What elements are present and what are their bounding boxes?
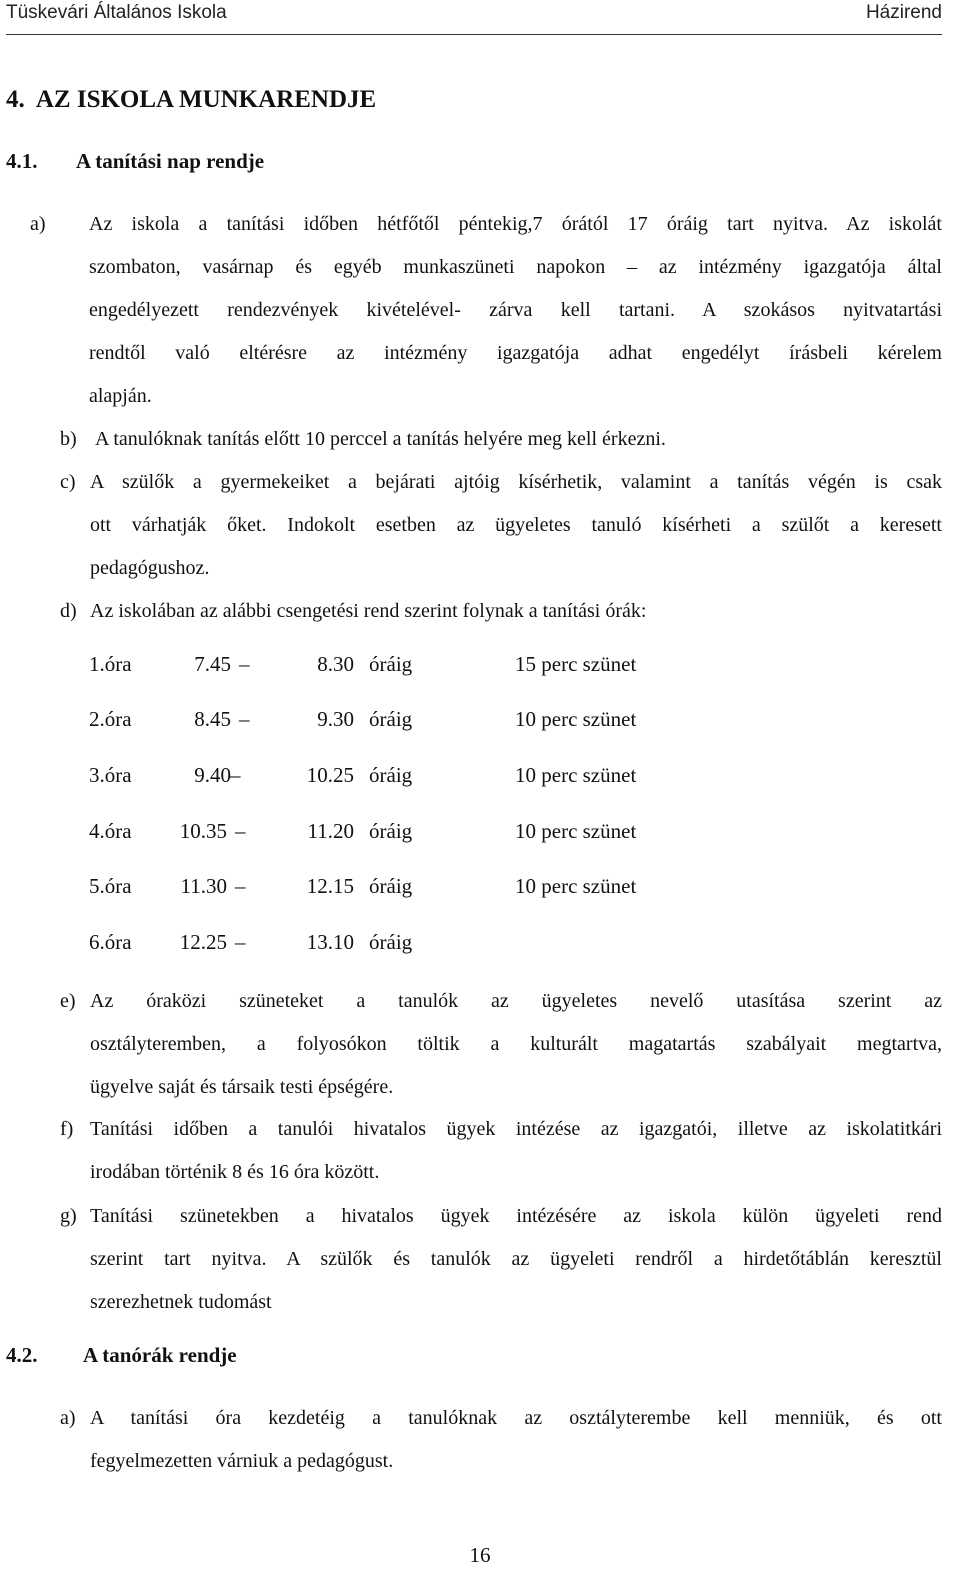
item-label: a) [60,1407,76,1429]
lesson-end: 11.20 [307,819,354,843]
paragraph-line: szerezhetnek tudomást [90,1291,272,1313]
paragraph-line: ügyelve saját és társaik testi épségére. [90,1076,394,1098]
lesson-start: 10.35 [179,819,227,843]
break-length: 10 perc szünet [515,874,637,898]
paragraph-line: A tanítási óra kezdetéig a tanulóknak az osztályterembe kell menniük, és ott [90,1407,942,1429]
paragraph-e [60,980,942,1109]
lesson-end: 13.10 [306,930,354,954]
lesson-unit: óráig [369,763,413,787]
lesson-unit: óráig [369,930,413,954]
subsection-title: A tanítási nap rendje [76,149,265,173]
paragraph-b [60,418,942,461]
section-heading [6,86,376,114]
paragraph-line: Az óraközi szüneteket a tanulók az ügyeletes nevelő utasítása szerint az [90,990,942,1012]
break-length: 10 perc szünet [515,763,637,787]
item-label: d) [60,600,77,622]
time-dash: – [239,707,250,731]
paragraph-line: Tanítási szünetekben a hivatalos ügyek intézésére az iskola külön ügyeleti rend [90,1205,942,1227]
time-dash: – [235,819,246,843]
paragraph-f [60,1108,942,1194]
item-label: a) [30,213,46,235]
header-school-name: Tüskevári Általános Iskola [6,2,227,23]
header-divider [6,34,942,35]
paragraph-line: szombaton, vasárnap és egyéb munkaszüneti napokon – az intézmény igazgatója által [89,256,942,278]
paragraph-line: ott várhatják őket. Indokolt esetben az ügyeletes tanuló kísérheti a szülőt a keresett [90,514,942,536]
lesson-start: 8.45 [194,707,231,731]
paragraph-g [60,1195,942,1324]
lesson-end: 9.30 [317,707,354,731]
paragraph-line: szerint tart nyitva. A szülők és tanulók az ügyeleti rendről a hirdetőtáblán keresztül [90,1248,942,1270]
lesson-number: 1.óra [89,652,132,676]
paragraph-line: pedagógushoz. [90,557,210,579]
paragraph-a [30,203,942,418]
lesson-start: 11.30 [180,874,227,898]
break-length: 10 perc szünet [515,819,637,843]
paragraph-line: Tanítási időben a tanulói hivatalos ügyek intézése az igazgatói, illetve az iskolatitkári [90,1118,942,1140]
paragraph-d [60,590,942,633]
paragraph-line: A tanulóknak tanítás előtt 10 perccel a tanítás helyére meg kell érkezni. [95,428,666,450]
lesson-number: 6.óra [89,930,132,954]
paragraph-line: Az iskola a tanítási időben hétfőtől péntekig,7 órától 17 óráig tart nyitva. Az iskolát [89,213,942,235]
lesson-number: 3.óra [89,763,132,787]
time-dash: – [235,874,246,898]
lesson-end: 10.25 [306,763,354,787]
paragraph-line: irodában történik 8 és 16 óra között. [90,1161,380,1183]
header-document-title: Házirend [865,2,942,23]
lesson-unit: óráig [369,707,413,731]
item-label: f) [60,1118,74,1140]
paragraph-line: fegyelmezetten várniuk a pedagógust. [90,1450,394,1472]
lesson-end: 8.30 [317,652,354,676]
break-length: 10 perc szünet [515,707,637,731]
lesson-start: 9.40 [194,763,231,787]
lesson-number: 5.óra [89,874,132,898]
lesson-unit: óráig [369,874,413,898]
subsection-title: A tanórák rendje [83,1343,237,1367]
lesson-number: 2.óra [89,707,132,731]
subsection-number: 4.2. [6,1343,38,1367]
subsection-number: 4.1. [6,149,38,173]
paragraph-4-2-a [60,1397,942,1483]
section-title: AZ ISKOLA MUNKARENDJE [35,86,377,113]
paragraph-line: Az iskolában az alábbi csengetési rend szerint folynak a tanítási órák: [90,600,647,622]
section-number: 4. [6,86,25,113]
time-dash: – [239,652,250,676]
time-dash: – [235,930,246,954]
paragraph-line: A szülők a gyermekeiket a bejárati ajtóig kísérhetik, valamint a tanítás végén is csak [90,471,942,493]
lesson-unit: óráig [369,819,413,843]
paragraph-line: osztályteremben, a folyosókon töltik a kulturált magatartás szabályait megtartva, [90,1033,942,1055]
break-length: 15 perc szünet [515,652,637,676]
lesson-start: 7.45 [194,652,231,676]
item-label: e) [60,990,76,1012]
page-number: 16 [469,1543,491,1567]
lesson-unit: óráig [369,652,413,676]
item-label: g) [60,1205,77,1227]
lesson-end: 12.15 [306,874,354,898]
lesson-start: 12.25 [179,930,227,954]
item-label: c) [60,471,76,493]
item-label: b) [60,428,77,450]
paragraph-c [60,461,942,590]
paragraph-line: engedélyezett rendezvények kivételével- zárva kell tartani. A szokásos nyitvatartási [89,299,942,321]
paragraph-line: alapján. [89,385,152,407]
page-header [0,0,960,30]
lesson-number: 4.óra [89,819,132,843]
time-dash: – [230,763,241,787]
paragraph-line: rendtől való eltérésre az intézmény igazgatója adhat engedélyt írásbeli kérelem [89,342,942,364]
